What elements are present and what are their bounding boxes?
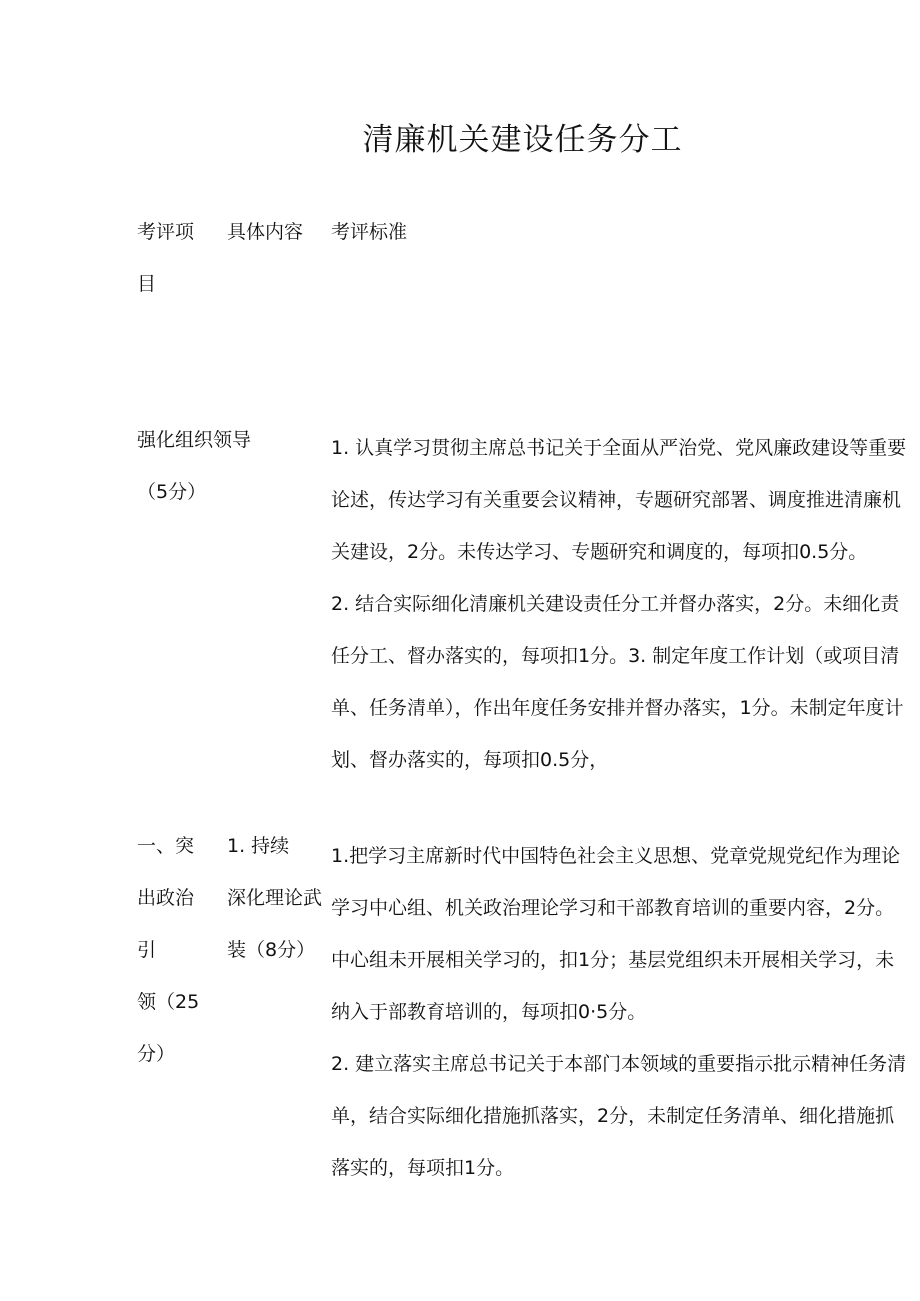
section-a-criterion-1: 1. 认真学习贯彻主席总书记关于全面从严治党、党风廉政建设等重要论述，传达学习有关重要会议精神，专题研究部署、调度推进清廉机关建设，2分。未传达学习、专题研究和调度的，每项扣0.5分。 — [331, 437, 907, 563]
section-a-item-line1: 强化组织领导 — [137, 429, 252, 451]
section-b-item-line5: 分） — [137, 1043, 176, 1065]
section-b-content-line3: 装（8分） — [227, 939, 316, 961]
section-b-criterion-1: 1.把学习主席新时代中国特色社会主义思想、党章党规党纪作为理论学习中心组、机关政治理论学习和干部教育培训的重要内容，2分。中心组未开展相关学习的，扣1分；基层党组织未开展相关学习，未纳入于部教育培训的，每项扣0·5分。 — [331, 845, 901, 1023]
header-assessment-item-line1: 考评项 — [137, 221, 195, 243]
page-title: 清廉机关建设任务分工 — [362, 122, 683, 158]
section-a-criterion-2: 2. 结合实际细化清廉机关建设责任分工并督办落实，2分。未细化责任分工、督办落实的，每项扣1分。3. 制定年度工作计划（或项目清单、任务清单），作出年度任务安排并督办落实，1分。未制定年度计划、督办落实的，每项扣0.5分， — [331, 593, 904, 771]
header-specific-content: 具体内容 — [227, 221, 304, 243]
header-assessment-item — [137, 206, 207, 310]
section-b-criteria — [331, 830, 911, 1194]
header-assessment-item-line2: 目 — [137, 273, 157, 295]
section-a-item-line2: （5分） — [137, 481, 207, 503]
section-b-item-line1: 一、突 — [137, 835, 195, 857]
section-a-criteria — [331, 422, 911, 786]
section-b-item-line4: 领（25 — [137, 991, 200, 1013]
section-b-content — [227, 820, 327, 976]
section-a-item — [137, 414, 287, 518]
section-b-content-line1: 1. 持续 — [227, 835, 290, 857]
section-b-content-line2: 深化理论武 — [227, 887, 323, 909]
section-b-item-line3: 引 — [137, 939, 157, 961]
section-b-criterion-2: 2. 建立落实主席总书记关于本部门本领域的重要指示批示精神任务清单，结合实际细化措施抓落实，2分，未制定任务清单、细化措施抓落实的，每项扣1分。 — [331, 1053, 907, 1179]
header-assessment-criteria: 考评标准 — [331, 221, 408, 243]
section-b-item-line2: 出政治 — [137, 887, 195, 909]
section-b-item — [137, 820, 207, 1080]
